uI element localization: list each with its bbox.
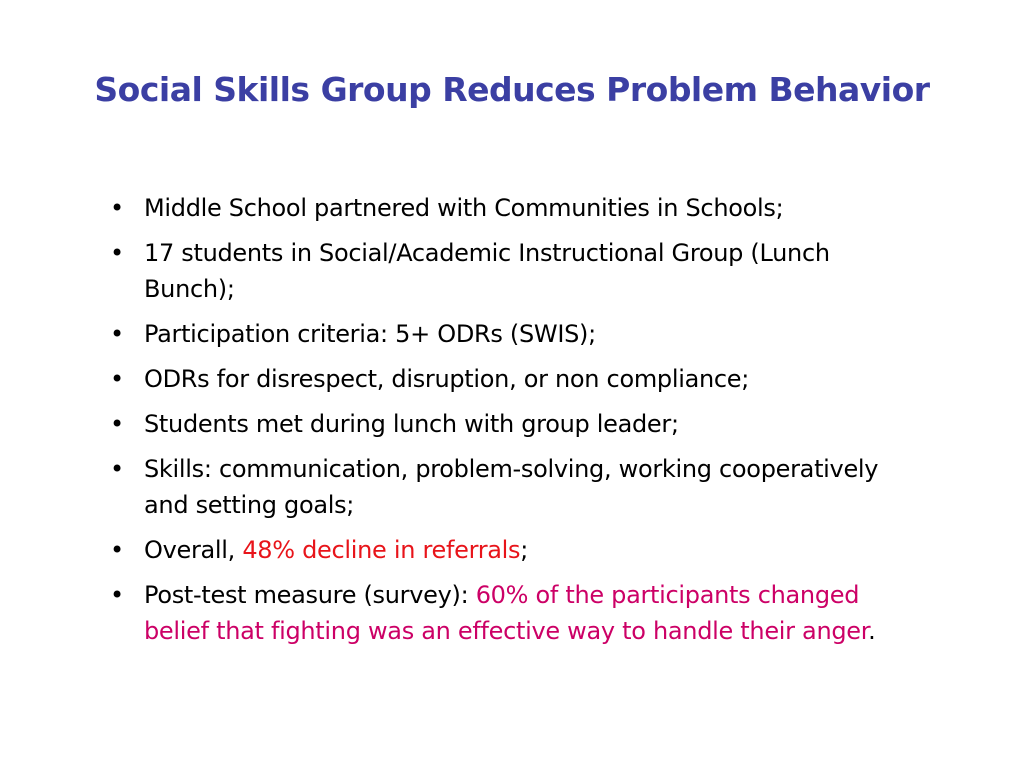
bullet-highlight-decline: 48% decline in referrals xyxy=(242,536,521,564)
bullet-text-prefix: Overall, xyxy=(144,536,243,564)
bullet-text: Middle School partnered with Communities in Schools; xyxy=(144,194,784,222)
bullet-highlight-survey: 60% of the participants changed belief that fighting was an effective way to handle their anger xyxy=(144,581,869,645)
bullet-item-odr-types xyxy=(108,361,908,397)
bullet-item-overall-decline xyxy=(108,532,908,568)
bullet-dot-icon: • xyxy=(110,410,124,438)
bullet-item-lunch-meetings xyxy=(108,406,908,442)
bullet-dot-icon: • xyxy=(110,239,124,267)
bullet-text: ODRs for disrespect, disruption, or non compliance; xyxy=(144,365,750,393)
bullet-item-post-test xyxy=(108,577,908,649)
bullet-dot-icon: • xyxy=(110,320,124,348)
bullet-item-students xyxy=(108,235,908,307)
bullet-dot-icon: • xyxy=(110,194,124,222)
bullet-text: 17 students in Social/Academic Instructional Group (Lunch Bunch); xyxy=(144,239,830,303)
bullet-text-suffix: ; xyxy=(520,536,529,564)
bullet-dot-icon: • xyxy=(110,536,124,564)
bullet-item-partnership xyxy=(108,190,908,226)
bullet-dot-icon: • xyxy=(110,455,124,483)
bullet-text: Skills: communication, problem-solving, working cooperatively and setting goals; xyxy=(144,455,879,519)
bullet-text-suffix: . xyxy=(868,617,876,645)
bullet-text-prefix: Post-test measure (survey): xyxy=(144,581,476,609)
bullet-item-skills xyxy=(108,451,908,523)
bullet-text: Participation criteria: 5+ ODRs (SWIS); xyxy=(144,320,596,348)
bullet-dot-icon: • xyxy=(110,581,124,609)
bullet-list xyxy=(108,190,908,658)
bullet-text: Students met during lunch with group leader; xyxy=(144,410,679,438)
slide-title: Social Skills Group Reduces Problem Behavior xyxy=(94,70,930,109)
bullet-dot-icon: • xyxy=(110,365,124,393)
bullet-item-criteria xyxy=(108,316,908,352)
